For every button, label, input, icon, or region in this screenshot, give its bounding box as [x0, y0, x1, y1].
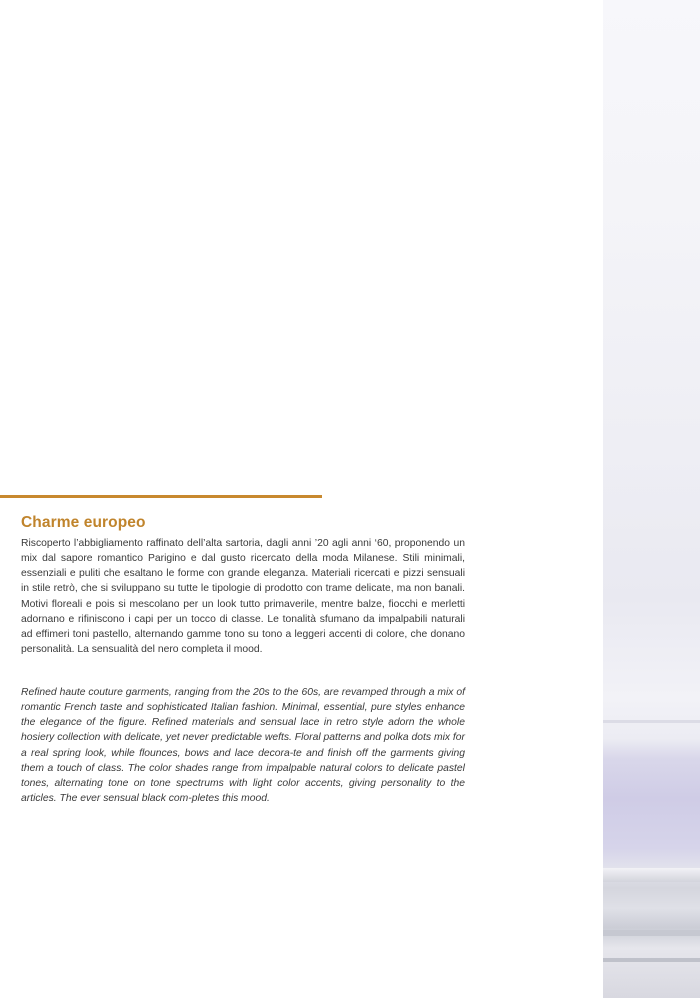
photo-shelf-line [603, 958, 700, 962]
italian-paragraph: Riscoperto l’abbigliamento raffinato dell’alta sartoria, dagli anni ’20 agli anni ‘60, proponendo un mix dal sapore romantico Parigino e dal gusto ricercato della moda Milanese. Stili minimali, essenziali e puliti che esaltano le forme con grande eleganza. Materiali ricercati e pizzi sensuali in stile retrò, che si sviluppano su tutte le tipologie di prodotto con trame delicate, ma non banali. Motivi floreali e pois si mescolano per un look tutto primaverile, mentre balze, fiocchi e merletti adornano e rifiniscono i capi per un tocco di classe. Le tonalità sfumano da impalpabili naturali ad effimeri toni pastello, alternando gamme tono su tono a leggeri accenti di colore, che donano personalità. La sensualità del nero completa il mood. [21, 538, 465, 656]
section-title: Charme europeo [21, 514, 146, 531]
english-paragraph: Refined haute couture garments, ranging from the 20s to the 60s, are revamped through a mix of romantic French taste and sophisticated Italian fashion. Minimal, essential, pure styles enhance the elegance of the figure. Refined materials and sensual lace in retro style adorn the whole hosiery collection with delicate, yet never predictable wefts. Floral patterns and polka dots mix for a real spring look, while flounces, bows and lace decora-te and finish off the garments giving them a touch of class. The color shades range from impalpable natural colors to delicate pastel tones, alternating tone on tone spectrums with light color accents, giving personality to the articles. The ever sensual black com-pletes this mood. [21, 687, 465, 805]
photo-shelf-line [603, 930, 700, 936]
photo-shelf-line [603, 868, 700, 882]
photo-shelf-line [603, 720, 700, 723]
edge-photo [603, 0, 700, 998]
section-divider [0, 495, 322, 498]
